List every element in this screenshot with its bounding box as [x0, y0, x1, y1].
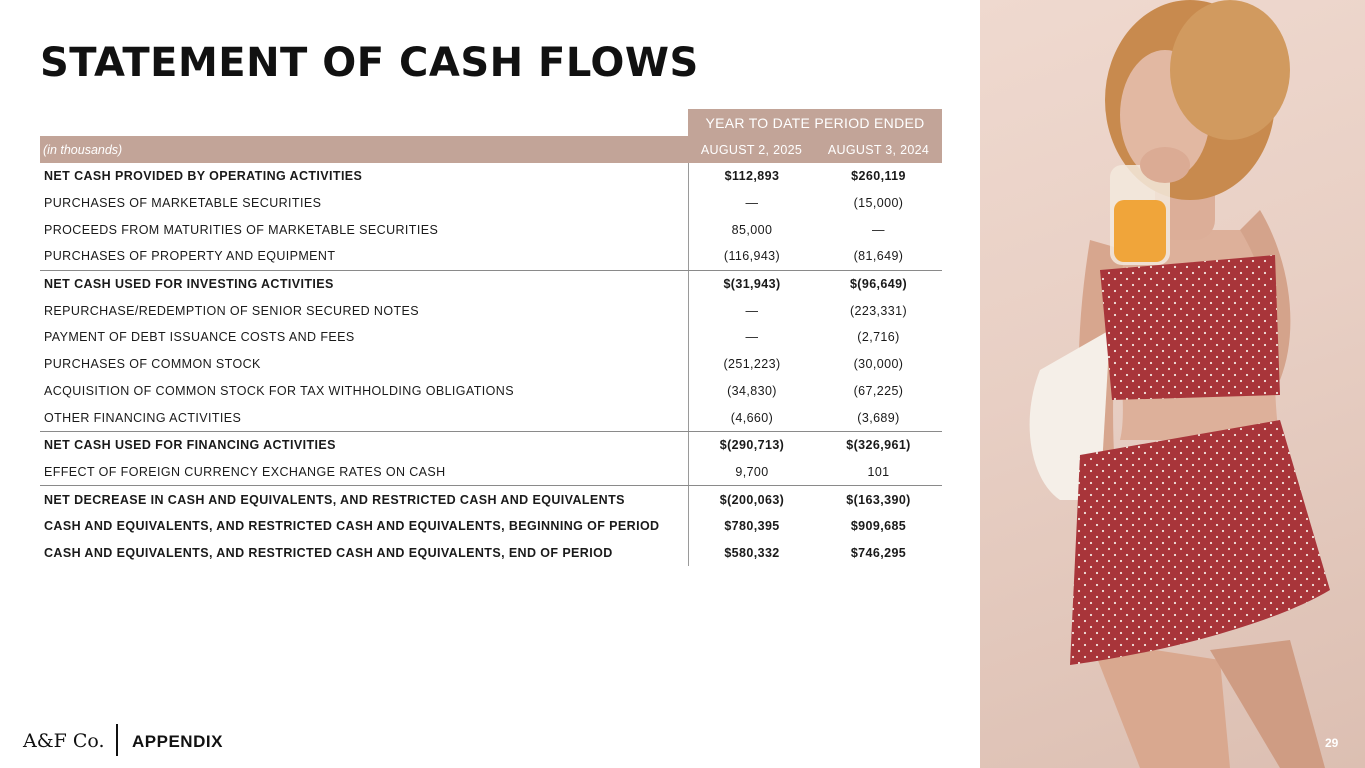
- units-label: (in thousands): [43, 142, 123, 157]
- row-value-2025: $(200,063): [688, 486, 815, 513]
- table-row: [40, 163, 942, 190]
- row-label: CASH AND EQUIVALENTS, AND RESTRICTED CASH AND EQUIVALENTS, BEGINNING OF PERIOD: [44, 519, 660, 534]
- row-value-2025: $580,332: [688, 540, 815, 567]
- table-period-header-row: [40, 109, 942, 136]
- row-label: PURCHASES OF COMMON STOCK: [44, 357, 261, 372]
- row-value-2025: —: [688, 324, 815, 351]
- row-label: REPURCHASE/REDEMPTION OF SENIOR SECURED NOTES: [44, 303, 419, 318]
- table-row: [40, 404, 942, 431]
- row-value-2025: $780,395: [688, 513, 815, 540]
- row-label: PROCEEDS FROM MATURITIES OF MARKETABLE SECURITIES: [44, 222, 439, 237]
- row-value-2025: (34,830): [688, 378, 815, 405]
- row-value-2024: (3,689): [857, 410, 900, 425]
- table-row: [40, 297, 942, 324]
- page-title: STATEMENT OF CASH FLOWS: [40, 40, 699, 86]
- footer-divider: [116, 724, 118, 756]
- table-column-header-row: [40, 136, 942, 163]
- row-value-2025: (116,943): [688, 243, 815, 270]
- row-label: EFFECT OF FOREIGN CURRENCY EXCHANGE RATES ON CASH: [44, 464, 446, 479]
- row-value-2024: 101: [867, 464, 890, 479]
- table-row: [40, 485, 942, 513]
- row-label: PURCHASES OF MARKETABLE SECURITIES: [44, 196, 322, 211]
- row-value-2025: 85,000: [688, 216, 815, 243]
- row-value-2024: (30,000): [853, 357, 904, 372]
- row-label: NET CASH USED FOR FINANCING ACTIVITIES: [44, 438, 336, 453]
- row-label: PAYMENT OF DEBT ISSUANCE COSTS AND FEES: [44, 330, 355, 345]
- row-value-2025: $(290,713): [688, 432, 815, 459]
- row-value-2024: $(163,390): [846, 492, 911, 507]
- column-header-2024: AUGUST 3, 2024: [827, 142, 930, 157]
- model-photo-icon: [980, 0, 1365, 768]
- row-label: OTHER FINANCING ACTIVITIES: [44, 410, 242, 425]
- table-row: [40, 351, 942, 378]
- row-label: PURCHASES OF PROPERTY AND EQUIPMENT: [44, 249, 336, 264]
- column-header-2025: AUGUST 2, 2025: [700, 142, 803, 157]
- row-value-2024: (2,716): [857, 330, 900, 345]
- row-label: NET CASH PROVIDED BY OPERATING ACTIVITIES: [44, 169, 363, 184]
- section-label: APPENDIX: [132, 732, 223, 751]
- model-photo: [980, 0, 1365, 768]
- row-value-2024: (223,331): [849, 303, 908, 318]
- table-row: [40, 459, 942, 486]
- table-row: [40, 431, 942, 459]
- table-row: [40, 324, 942, 351]
- row-value-2024: $(96,649): [849, 277, 908, 292]
- company-logo: A&F Co.: [23, 730, 105, 752]
- period-header: YEAR TO DATE PERIOD ENDED: [688, 109, 942, 136]
- table-body: [40, 163, 942, 566]
- row-value-2025: $(31,943): [688, 271, 815, 298]
- table-row: [40, 243, 942, 270]
- table-row: [40, 378, 942, 405]
- row-value-2025: $112,893: [688, 163, 815, 190]
- row-value-2025: (4,660): [688, 404, 815, 431]
- table-row: [40, 190, 942, 217]
- row-value-2024: $909,685: [850, 519, 907, 534]
- row-label: NET CASH USED FOR INVESTING ACTIVITIES: [44, 277, 334, 292]
- row-value-2024: $260,119: [851, 169, 906, 184]
- table-row: [40, 270, 942, 298]
- row-value-2024: —: [872, 222, 885, 237]
- row-value-2024: (67,225): [853, 383, 904, 398]
- row-value-2025: 9,700: [688, 459, 815, 486]
- row-value-2025: —: [688, 297, 815, 324]
- row-value-2024: $(326,961): [846, 438, 911, 453]
- row-value-2024: (81,649): [853, 249, 904, 264]
- cash-flow-table: [40, 109, 942, 566]
- row-value-2025: —: [688, 190, 815, 217]
- row-value-2024: $746,295: [850, 545, 907, 560]
- table-row: [40, 513, 942, 540]
- row-value-2024: (15,000): [853, 196, 904, 211]
- table-row: [40, 216, 942, 243]
- row-label: ACQUISITION OF COMMON STOCK FOR TAX WITHHOLDING OBLIGATIONS: [44, 383, 514, 398]
- row-value-2025: (251,223): [688, 351, 815, 378]
- table-row: [40, 540, 942, 567]
- row-label: CASH AND EQUIVALENTS, AND RESTRICTED CASH AND EQUIVALENTS, END OF PERIOD: [44, 545, 613, 560]
- row-label: NET DECREASE IN CASH AND EQUIVALENTS, AND RESTRICTED CASH AND EQUIVALENTS: [44, 492, 625, 507]
- page-number: 29: [1325, 736, 1339, 750]
